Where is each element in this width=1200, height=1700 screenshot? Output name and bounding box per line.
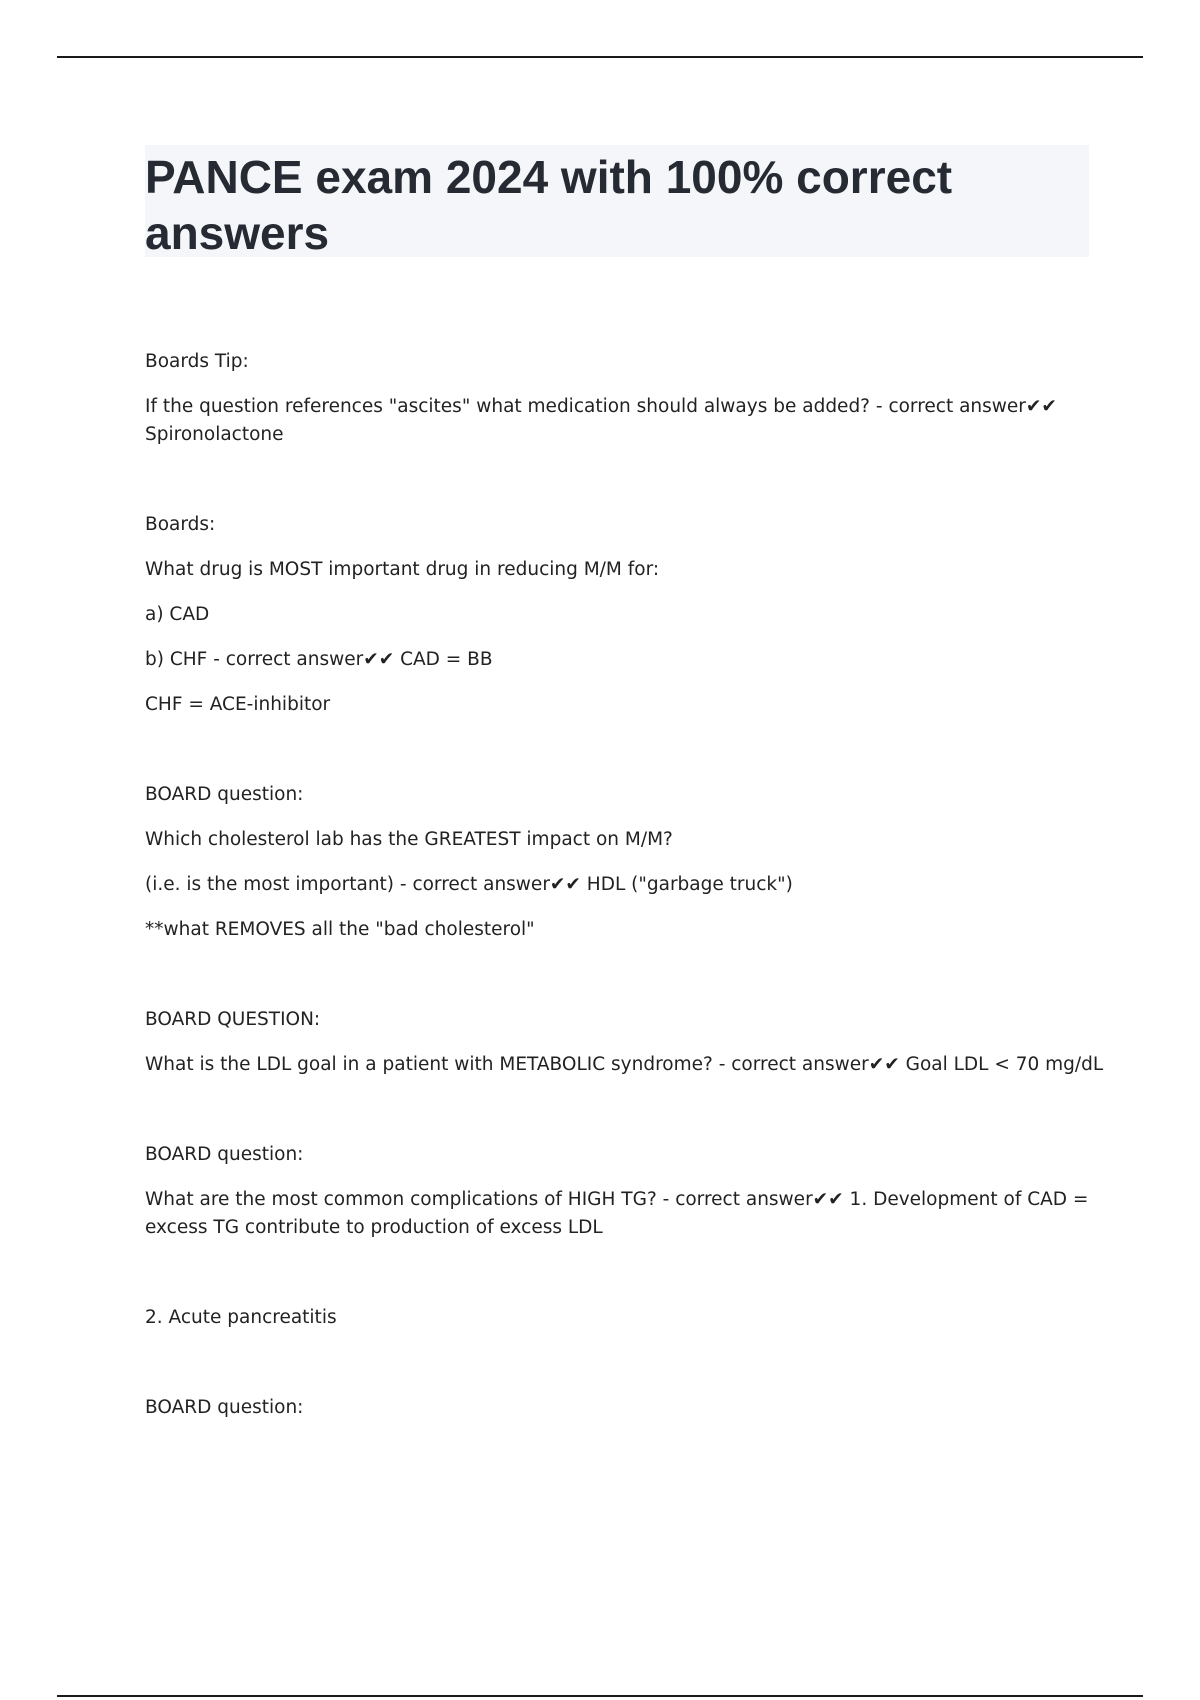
section-heading: BOARD question: — [145, 1397, 304, 1418]
qa-text: 2. Acute pancreatitis — [145, 1307, 337, 1328]
section-heading: BOARD question: — [145, 1144, 304, 1165]
top-rule — [57, 56, 1143, 58]
qa-text: Which cholesterol lab has the GREATEST impact on M/M? — [145, 829, 673, 850]
section-heading: BOARD QUESTION: — [145, 1009, 321, 1030]
qa-text: What drug is MOST important drug in reducing M/M for: — [145, 559, 660, 580]
qa-text: CHF = ACE-inhibitor — [145, 694, 331, 715]
qa-text: What are the most common complications of HIGH TG? - correct answer✔✔ 1. Development of CAD = excess TG contribute to production of excess LDL — [145, 1189, 1089, 1238]
qa-text: **what REMOVES all the "bad cholesterol" — [145, 919, 535, 940]
section-heading: Boards: — [145, 514, 216, 535]
qa-text: What is the LDL goal in a patient with METABOLIC syndrome? - correct answer✔✔ Goal LDL < 70 mg/dL — [145, 1054, 1104, 1075]
qa-text: (i.e. is the most important) - correct answer✔✔ HDL ("garbage truck") — [145, 874, 793, 895]
section-heading: Boards Tip: — [145, 351, 249, 372]
qa-text: b) CHF - correct answer✔✔ CAD = BB — [145, 649, 493, 670]
title-banner — [145, 145, 1089, 257]
section-heading: BOARD question: — [145, 784, 304, 805]
bottom-rule — [57, 1695, 1143, 1697]
document-title: PANCE exam 2024 with 100% correct answers — [145, 151, 953, 259]
qa-text: If the question references "ascites" what medication should always be added? - correct answer✔✔ Spironolactone — [145, 396, 1057, 445]
document-body — [145, 348, 1105, 1422]
qa-text: a) CAD — [145, 604, 210, 625]
